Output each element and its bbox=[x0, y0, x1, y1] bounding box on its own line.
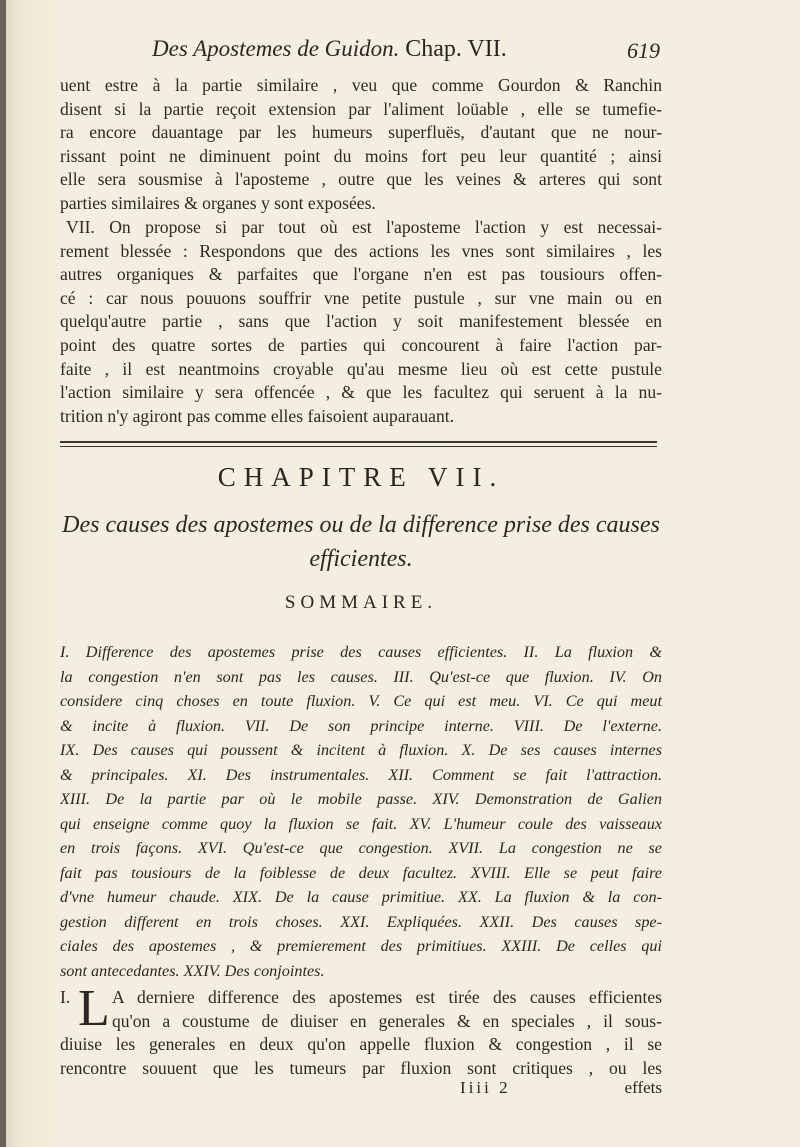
catchword: effets bbox=[624, 1078, 662, 1097]
running-title bbox=[152, 36, 507, 63]
text-line: autres organiques & parfaites que l'organe n'en est pas tousiours offen- bbox=[60, 264, 662, 285]
page-footer bbox=[60, 1078, 662, 1104]
sommaire-line: d'vne humeur chaude. XIX. De la cause primitiue. XX. La fluxion & la con- bbox=[60, 888, 662, 906]
page-header bbox=[60, 36, 660, 70]
text-line: disent si la partie reçoit extension par l'aliment loüable , elle se tumefie- bbox=[60, 98, 662, 119]
sommaire-heading: SOMMAIRE. bbox=[284, 592, 438, 613]
sommaire-line: & incite à fluxion. VII. De son principe interne. VIII. De l'externe. bbox=[60, 716, 662, 735]
text-line: VII. On propose si par tout où est l'aposteme l'action y est necessai- bbox=[66, 217, 662, 237]
text-line: rencontre souuent que les tumeurs par fluxion sont critiques , ou les bbox=[60, 1057, 662, 1078]
chapter-reference: Chap. VII. bbox=[405, 36, 507, 62]
text-line: qu'on a coustume de diuiser en generales & en speciales , il sous- bbox=[112, 1010, 662, 1031]
binding-edge bbox=[0, 0, 6, 1147]
sommaire-line: la congestion n'en sont pas les causes. III. Qu'est-ce que fluxion. IV. On bbox=[60, 667, 662, 686]
sommaire-line: IX. Des causes qui poussent & incitent à fluxion. X. De ses causes internes bbox=[60, 741, 662, 759]
text-line: rissant point ne diminuent point du moins fort peu leur quantité ; ainsi bbox=[60, 145, 662, 166]
text-line: quelqu'autre partie , sans que l'action y soit manifestement blessée en bbox=[60, 311, 662, 332]
sommaire-line: I. Difference des apostemes prise des causes efficientes. II. La fluxion & bbox=[60, 643, 662, 661]
sommaire-line: XIII. De la partie par où le mobile passe. XIV. Demonstration de Galien bbox=[60, 790, 662, 808]
text-line: point des quatre sortes de parties qui concourent à faire l'action par- bbox=[60, 334, 662, 355]
sommaire-line: gestion different en trois choses. XXI. Expliquées. XXII. Des causes spe- bbox=[60, 912, 662, 931]
text-line: parties similaires & organes y sont exposées. bbox=[60, 192, 376, 213]
running-title-text: Des Apostemes de Guidon. bbox=[152, 36, 400, 61]
chapter-title: CHAPITRE VII. bbox=[217, 462, 505, 492]
signature-mark: Iiii 2 bbox=[460, 1078, 511, 1097]
text-line: faite , il est neantmoins croyable qu'au mesme lieu où est cette pustule bbox=[60, 358, 662, 379]
chapter-subtitle bbox=[60, 508, 662, 576]
text-line: A derniere difference des apostemes est tirée des causes efficientes bbox=[112, 987, 662, 1007]
sommaire-line: & principales. XI. Des instrumentales. XII. Comment se fait l'attraction. bbox=[60, 765, 662, 784]
text-line: trition n'y agiront pas comme elles faisoient auparauant. bbox=[60, 405, 455, 426]
sommaire-list bbox=[60, 640, 662, 983]
section-divider bbox=[60, 441, 657, 447]
paragraph-vii bbox=[60, 216, 662, 428]
page-number: 619 bbox=[627, 38, 660, 63]
sommaire-line: ciales des apostemes , & premierement des primitiues. XXIII. De celles qui bbox=[60, 937, 662, 955]
sommaire-line: considere cinq choses en toute fluxion. V. Ce qui est meu. VI. Ce qui meut bbox=[60, 692, 662, 710]
text-line: uent estre à la partie similaire , veu que comme Gourdon & Ranchin bbox=[60, 75, 662, 95]
sommaire-line: fait pas tousiours de la foiblesse de deux facultez. XVIII. Elle se peut faire bbox=[60, 863, 662, 882]
continued-paragraph bbox=[60, 74, 662, 216]
text-line: elle sera sousmise à l'aposteme , outre que les veines & arteres qui sont bbox=[60, 169, 662, 190]
text-line: rement blessée : Respondons que des actions les vnes sont similaires , les bbox=[60, 240, 662, 261]
text-line: ra encore dauantage par les humeurs superfluës, d'autant que ne nour- bbox=[60, 122, 662, 143]
sommaire-line: en trois façons. XVI. Qu'est-ce que congestion. XVII. La congestion ne se bbox=[60, 839, 662, 857]
first-paragraph bbox=[60, 980, 662, 1080]
subtitle-line: efficientes. bbox=[309, 546, 413, 572]
sommaire-line: sont antecedantes. XXIV. Des conjointes. bbox=[60, 961, 325, 980]
text-line: l'action similaire y sera offencée , & que les facultez qui seruent à la nu- bbox=[60, 382, 662, 403]
paragraph-number: I. bbox=[60, 987, 71, 1007]
drop-cap: L bbox=[78, 980, 110, 1037]
text-line: cé : car nous pouuons souffrir vne petite pustule , sur vne main ou en bbox=[60, 287, 662, 308]
text-line: diuise les generales en deux qu'on appelle fluxion & congestion , il se bbox=[60, 1034, 662, 1054]
subtitle-line: Des causes des apostemes ou de la difference prise des causes bbox=[62, 512, 660, 538]
sommaire-line: qui enseigne comme quoy la fluxion se fait. XV. L'humeur coule des vaisseaux bbox=[60, 814, 662, 833]
